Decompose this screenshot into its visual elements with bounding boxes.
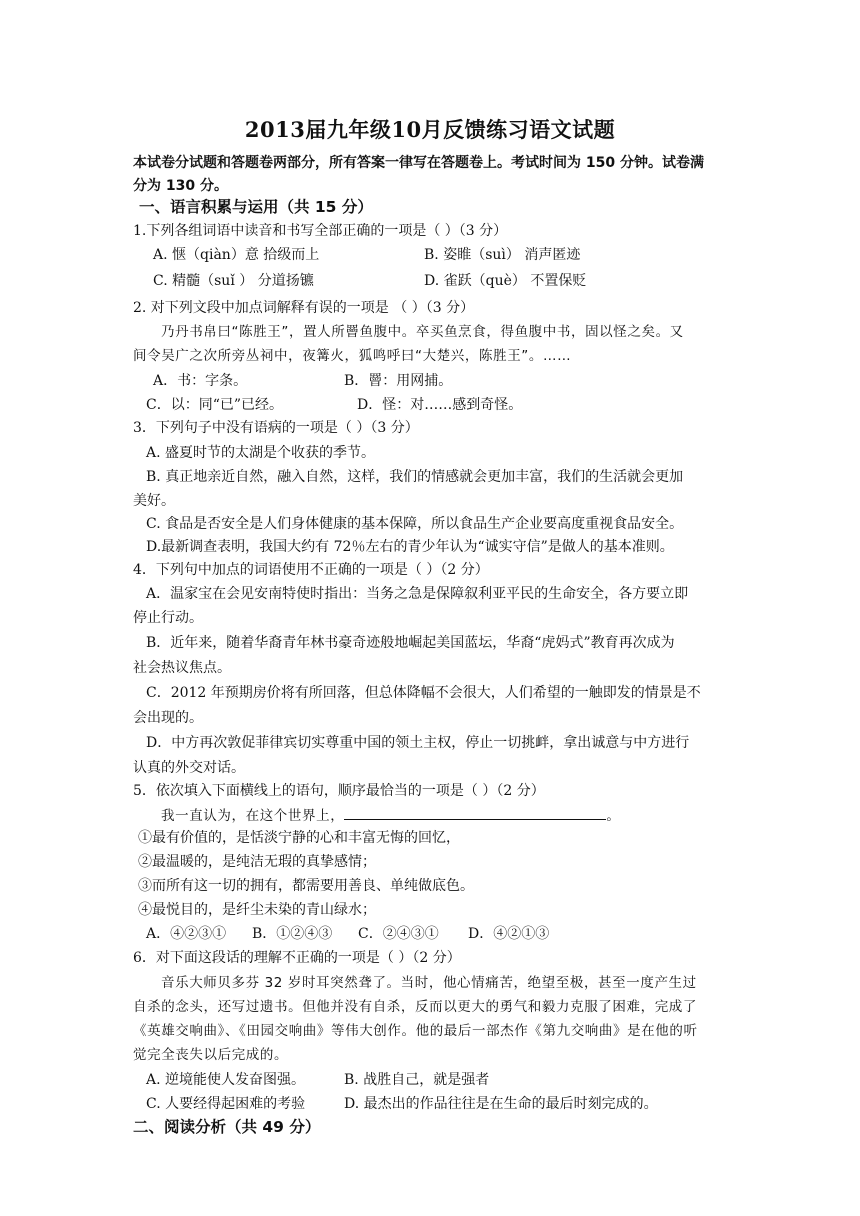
q5-option-d: D．④②①③ xyxy=(468,926,550,942)
q5-lead-text: 我一直认为，在这个世界上， xyxy=(161,808,345,824)
q2-passage-line-2: 间令吴广之次所旁丛祠中，夜篝火，狐鸣呼曰“大楚兴，陈胜王”。…… xyxy=(133,348,572,364)
q5-sentence-2: ②最温暖的，是纯洁无瑕的真挚感情； xyxy=(138,854,376,870)
q5-option-a: A．④②③① xyxy=(146,926,227,942)
q4-option-c-line-1: C．2012 年预期房价将有所回落，但总体降幅不会很大，人们希望的一触即发的情景是不 xyxy=(146,685,701,701)
q3-option-a: A. 盛夏时节的太湖是个收获的季节。 xyxy=(146,445,376,461)
q6-option-a: A. 逆境能使人发奋图强。 xyxy=(146,1072,306,1088)
q5-sentence-4: ④最悦目的，是纤尘未染的青山绿水； xyxy=(138,902,376,918)
q1-option-d: D. 雀跃（què） 不置保贬 xyxy=(424,273,587,289)
q3-option-b-line-2: 美好。 xyxy=(133,493,175,509)
q6-stem: 6．对下面这段话的理解不正确的一项是（ ）（2 分） xyxy=(133,950,461,966)
q5-sentence-1: ①最有价值的，是恬淡宁静的心和丰富无悔的回忆， xyxy=(138,830,460,846)
q5-sentence-3: ③而所有这一切的拥有，都需要用善良、单纯做底色。 xyxy=(138,878,474,894)
q4-option-d-line-1: D．中方再次敦促菲律宾切实尊重中国的领土主权，停止一切挑衅，拿出诚意与中方进行 xyxy=(146,735,690,751)
q5-option-c: C．②④③① xyxy=(358,926,439,942)
section-heading-2: 二、阅读分析（共 49 分） xyxy=(133,1118,321,1136)
q6-passage-line-4: 觉完全丧失以后完成的。 xyxy=(133,1047,289,1063)
q5-lead-sentence xyxy=(161,804,620,826)
q3-option-c: C. 食品是否安全是人们身体健康的基本保障，所以食品生产企业要高度重视食品安全。 xyxy=(146,516,684,532)
q5-stem: 5．依次填入下面横线上的语句，顺序最恰当的一项是（ ）（2 分） xyxy=(133,783,545,799)
q2-option-a: A．书：字条。 xyxy=(153,373,248,389)
q4-stem: 4．下列句中加点的词语使用不正确的一项是（ ）（2 分） xyxy=(133,562,489,578)
q6-option-c: C. 人要经得起困难的考验 xyxy=(146,1096,306,1112)
q3-option-d: D.最新调查表明，我国大约有 72％左右的青少年认为“诚实守信”是做人的基本准则。 xyxy=(146,539,674,555)
q5-options xyxy=(146,924,549,944)
intro-line-1: 本试卷分试题和答题卷两部分，所有答案一律写在答题卷上。考试时间为 150 分钟。试卷满 xyxy=(133,155,704,171)
q6-passage-line-1: 音乐大师贝多芬 32 岁时耳突然聋了。当时，他心情痛苦，绝望至极，甚至一度产生过 xyxy=(161,975,697,991)
q2-passage-line-1: 乃丹书帛曰“陈胜王”，置人所罾鱼腹中。卒买鱼烹食，得鱼腹中书，固以怪之矣。又 xyxy=(161,324,684,340)
q5-answer-blank xyxy=(344,804,606,820)
q4-option-a-line-1: A．温家宝在会见安南特使时指出：当务之急是保障叙利亚平民的生命安全，各方要立即 xyxy=(146,586,689,602)
q6-option-d: D. 最杰出的作品往往是在生命的最后时刻完成的。 xyxy=(344,1096,658,1112)
q2-option-c: C．以：同“已”已经。 xyxy=(146,397,284,413)
q3-stem: 3．下列句子中没有语病的一项是（ ）（3 分） xyxy=(133,420,419,436)
q5-option-b: B．①②④③ xyxy=(252,926,333,942)
q2-stem: 2. 对下列文段中加点词解释有误的一项是 （ ）（3 分） xyxy=(133,300,475,316)
q6-passage-line-2: 自杀的念头，还写过遗书。但他并没有自杀，反而以更大的勇气和毅力克服了困难，完成了 xyxy=(133,999,697,1015)
q3-option-b-line-1: B. 真正地亲近自然，融入自然，这样，我们的情感就会更加丰富，我们的生活就会更加 xyxy=(146,469,684,485)
q2-option-b: B．罾：用网捕。 xyxy=(344,373,453,389)
q4-option-d-line-2: 认真的外交对话。 xyxy=(133,760,245,776)
q4-option-c-line-2: 会出现的。 xyxy=(133,710,203,726)
q4-option-b-line-1: B．近年来，随着华裔青年林书豪奇迹般地崛起美国蓝坛，华裔“虎妈式”教育再次成为 xyxy=(146,635,675,651)
q1-option-b: B. 姿睢（suì） 消声匿迹 xyxy=(424,247,581,263)
q2-option-d: D．怪：对……感到奇怪。 xyxy=(357,397,523,413)
q6-passage-line-3: 《英雄交响曲》、《田园交响曲》等伟大创作。他的最后一部杰作《第九交响曲》是在他的听 xyxy=(133,1023,698,1039)
q1-option-c: C. 精髓（suǐ ） 分道扬镳 xyxy=(153,273,314,289)
q4-option-a-line-2: 停止行动。 xyxy=(133,610,203,626)
q6-option-b: B. 战胜自己，就是强者 xyxy=(344,1072,490,1088)
q4-option-b-line-2: 社会热议焦点。 xyxy=(133,660,231,676)
section-heading-1: 一、语言积累与运用（共 15 分） xyxy=(139,198,373,216)
q1-option-a: A. 惬（qiàn）意 拾级而上 xyxy=(153,247,320,263)
q5-lead-end: 。 xyxy=(606,808,621,824)
q1-stem: 1.下列各组词语中读音和书写全部正确的一项是（ ）（3 分） xyxy=(133,223,508,239)
page-title: 2013届九年级10月反馈练习语文试题 xyxy=(244,117,616,142)
intro-line-2: 分为 130 分。 xyxy=(133,178,228,194)
